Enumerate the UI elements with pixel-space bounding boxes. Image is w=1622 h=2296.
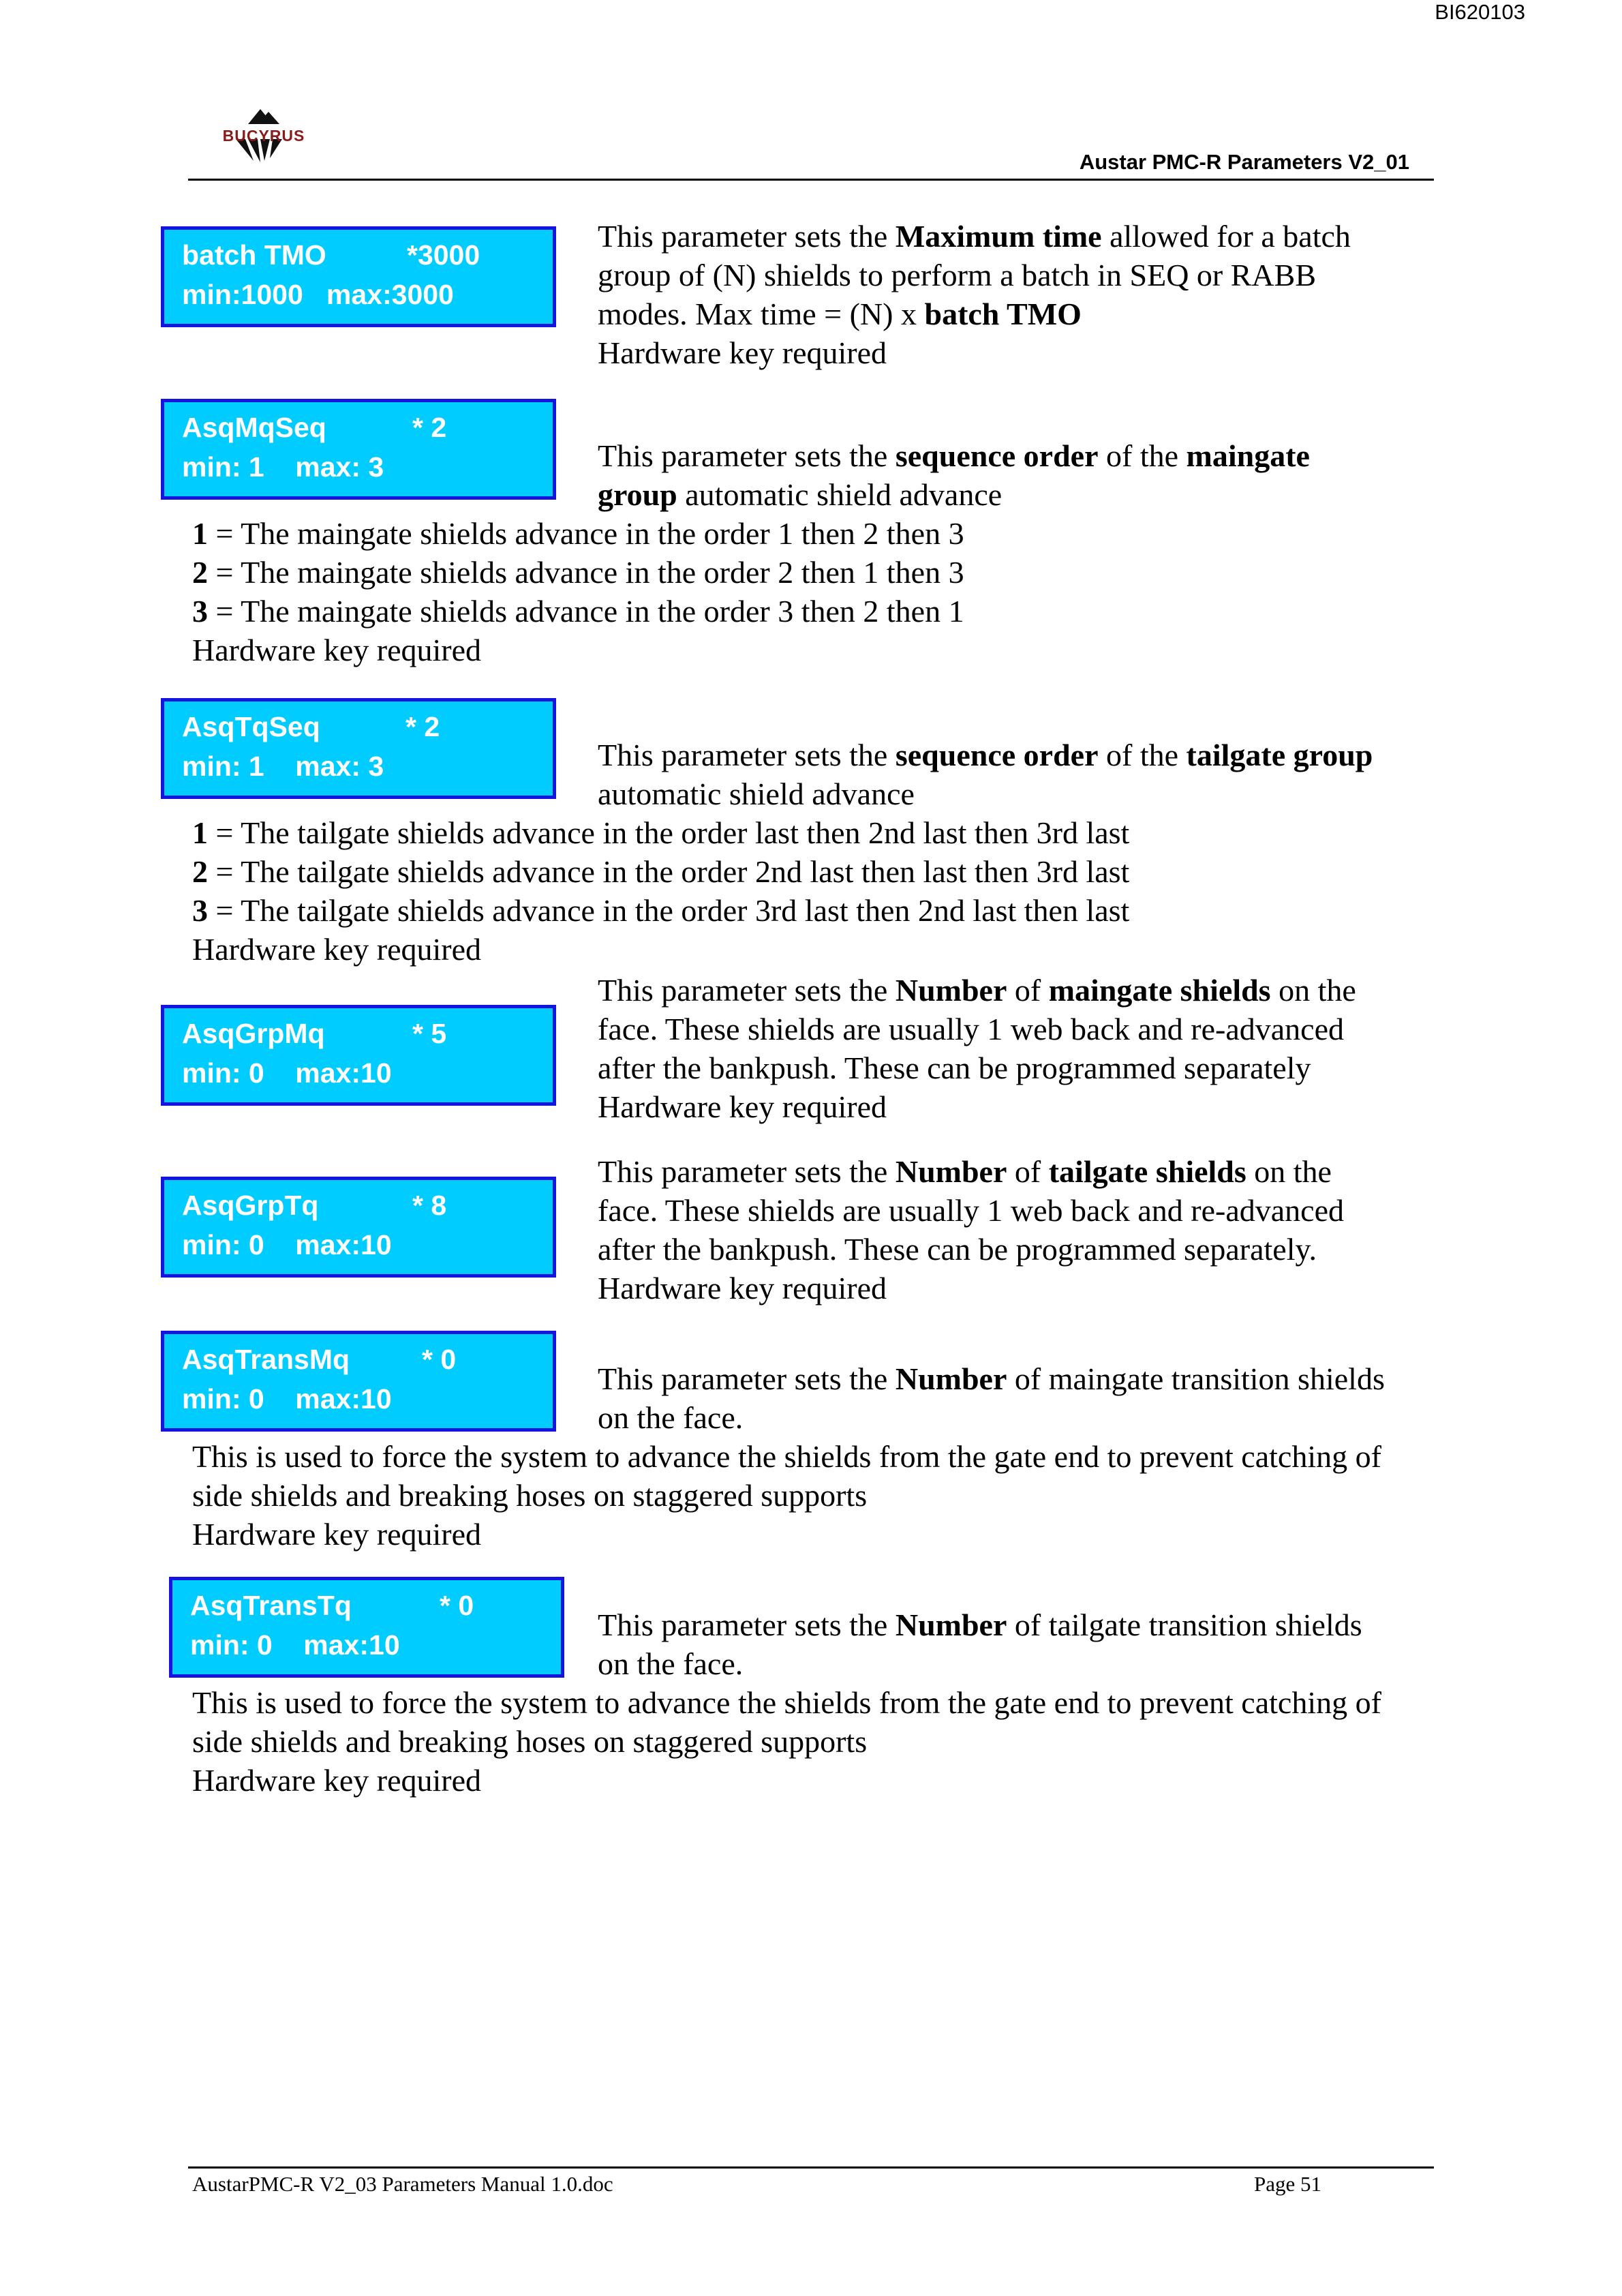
logo-wordmark: BUCYRUS [222, 127, 305, 145]
lcd-panel-batch-tmo [161, 226, 556, 327]
lcd-panel-asqgrpmq [161, 1005, 556, 1106]
bold-term: Number [895, 1154, 1007, 1189]
text-line: This parameter sets the Number of tailgate shields on the [598, 1154, 1332, 1189]
bold-term: 1 [192, 516, 208, 551]
text-line: side shields and breaking hoses on staggered supports [192, 1478, 868, 1513]
lcd-param-value: * 2 [406, 711, 440, 742]
text-line: after the bankpush. These can be programmed separately [598, 1051, 1311, 1085]
bold-term: maingate shields [1048, 973, 1271, 1008]
param-notes [192, 1437, 1381, 1554]
bold-term: sequence order [895, 438, 1099, 473]
text-line: Hardware key required [192, 932, 481, 967]
text-line: face. These shields are usually 1 web back and re-advanced [598, 1193, 1344, 1228]
bold-term: 3 [192, 594, 208, 629]
lcd-param-range: min: 0 max:10 [182, 1383, 392, 1415]
text-line: automatic shield advance [598, 776, 915, 811]
bold-term: 2 [192, 854, 208, 889]
lcd-panel-asqtqseq [161, 698, 556, 799]
bold-term: tailgate shields [1048, 1154, 1246, 1189]
text-line: modes. Max time = (N) x batch TMO [598, 297, 1082, 331]
header-title: Austar PMC-R Parameters V2_01 [1079, 150, 1409, 174]
bold-term: group [598, 477, 677, 512]
text-line: Hardware key required [598, 1089, 887, 1124]
text-line: 3 = The tailgate shields advance in the order 3rd last then 2nd last then last [192, 893, 1130, 928]
lcd-param-value: * 2 [412, 412, 447, 443]
lcd-param-value: * 0 [422, 1344, 457, 1375]
text-line: This parameter sets the Number of maingate shields on the [598, 973, 1356, 1008]
text-line: Hardware key required [598, 1271, 887, 1305]
footer-filename: AustarPMC-R V2_03 Parameters Manual 1.0.doc [192, 2172, 613, 2196]
lcd-param-name: AsqGrpTq [182, 1190, 319, 1221]
text-line: This parameter sets the sequence order of the maingate [598, 438, 1310, 473]
footer-rule [188, 2166, 1434, 2169]
lcd-param-range: min: 0 max:10 [182, 1229, 392, 1260]
lcd-param-range: min:1000 max:3000 [182, 279, 454, 310]
param-description [598, 1152, 1344, 1308]
lcd-param-value: * 0 [440, 1590, 474, 1621]
footer-page-number: Page 51 [1254, 2172, 1322, 2196]
lcd-param-range: min: 0 max:10 [190, 1629, 400, 1661]
param-notes [192, 1683, 1381, 1800]
param-description [598, 1359, 1385, 1437]
text-line: This parameter sets the sequence order of the tailgate group [598, 738, 1373, 772]
lcd-panel-asqtransmq [161, 1331, 556, 1432]
bold-term: Number [895, 1607, 1007, 1642]
bold-term: Number [895, 1361, 1007, 1396]
lcd-param-range: min: 0 max:10 [182, 1057, 392, 1089]
text-line: Hardware key required [598, 335, 887, 370]
param-description [598, 971, 1356, 1126]
lcd-panel-asqgrptq [161, 1177, 556, 1278]
lcd-param-name: AsqTransTq [190, 1590, 352, 1621]
text-line: This is used to force the system to advance the shields from the gate end to prevent catching of [192, 1685, 1381, 1720]
lcd-panel-asqmqseq [161, 399, 556, 500]
bold-term: Number [895, 973, 1007, 1008]
param-description [598, 436, 1310, 514]
text-line: group of (N) shields to perform a batch in SEQ or RABB [598, 258, 1317, 292]
bold-term: 2 [192, 555, 208, 590]
bold-term: 1 [192, 815, 208, 850]
text-line: 2 = The tailgate shields advance in the order 2nd last then last then 3rd last [192, 854, 1130, 889]
text-line: on the face. [598, 1400, 744, 1435]
text-line: 3 = The maingate shields advance in the order 3 then 2 then 1 [192, 594, 964, 629]
bold-term: sequence order [895, 738, 1099, 772]
lcd-param-name: batch TMO [182, 239, 326, 271]
text-line: 1 = The maingate shields advance in the order 1 then 2 then 3 [192, 516, 964, 551]
lcd-param-value: * 8 [412, 1190, 447, 1221]
text-line: This parameter sets the Number of maingate transition shields [598, 1361, 1385, 1396]
param-description [598, 1605, 1362, 1683]
lcd-param-range: min: 1 max: 3 [182, 751, 384, 782]
text-line: side shields and breaking hoses on staggered supports [192, 1724, 868, 1759]
bold-term: batch TMO [924, 297, 1082, 331]
header-rule [188, 179, 1434, 181]
lcd-panel-asqtranstq [169, 1577, 564, 1678]
document-id: BI620103 [1435, 0, 1525, 24]
lcd-param-name: AsqTransMq [182, 1344, 350, 1375]
param-option-list [192, 813, 1129, 969]
text-line: Hardware key required [192, 1763, 481, 1798]
text-line: Hardware key required [192, 1517, 481, 1552]
param-description [598, 736, 1373, 813]
text-line: Hardware key required [192, 633, 481, 667]
param-option-list [192, 514, 964, 669]
text-line: 1 = The tailgate shields advance in the order last then 2nd last then 3rd last [192, 815, 1130, 850]
text-line: after the bankpush. These can be programmed separately. [598, 1232, 1317, 1267]
text-line: 2 = The maingate shields advance in the order 2 then 1 then 3 [192, 555, 964, 590]
text-line: group automatic shield advance [598, 477, 1003, 512]
text-line: This parameter sets the Maximum time allowed for a batch [598, 219, 1351, 254]
lcd-param-name: AsqTqSeq [182, 711, 320, 742]
lcd-param-name: AsqMqSeq [182, 412, 326, 443]
lcd-param-name: AsqGrpMq [182, 1018, 325, 1049]
text-line: on the face. [598, 1646, 744, 1681]
bold-term: maingate [1186, 438, 1310, 473]
lcd-param-value: * 5 [412, 1018, 447, 1049]
lcd-param-range: min: 1 max: 3 [182, 451, 384, 483]
lcd-param-value: *3000 [407, 239, 480, 271]
bold-term: 3 [192, 893, 208, 928]
bold-term: Maximum time [895, 219, 1102, 254]
param-description [598, 217, 1351, 372]
text-line: face. These shields are usually 1 web back and re-advanced [598, 1012, 1344, 1046]
text-line: This parameter sets the Number of tailgate transition shields [598, 1607, 1362, 1642]
bold-term: tailgate group [1186, 738, 1373, 772]
text-line: This is used to force the system to advance the shields from the gate end to prevent catching of [192, 1439, 1381, 1474]
bucyrus-logo [215, 108, 312, 173]
